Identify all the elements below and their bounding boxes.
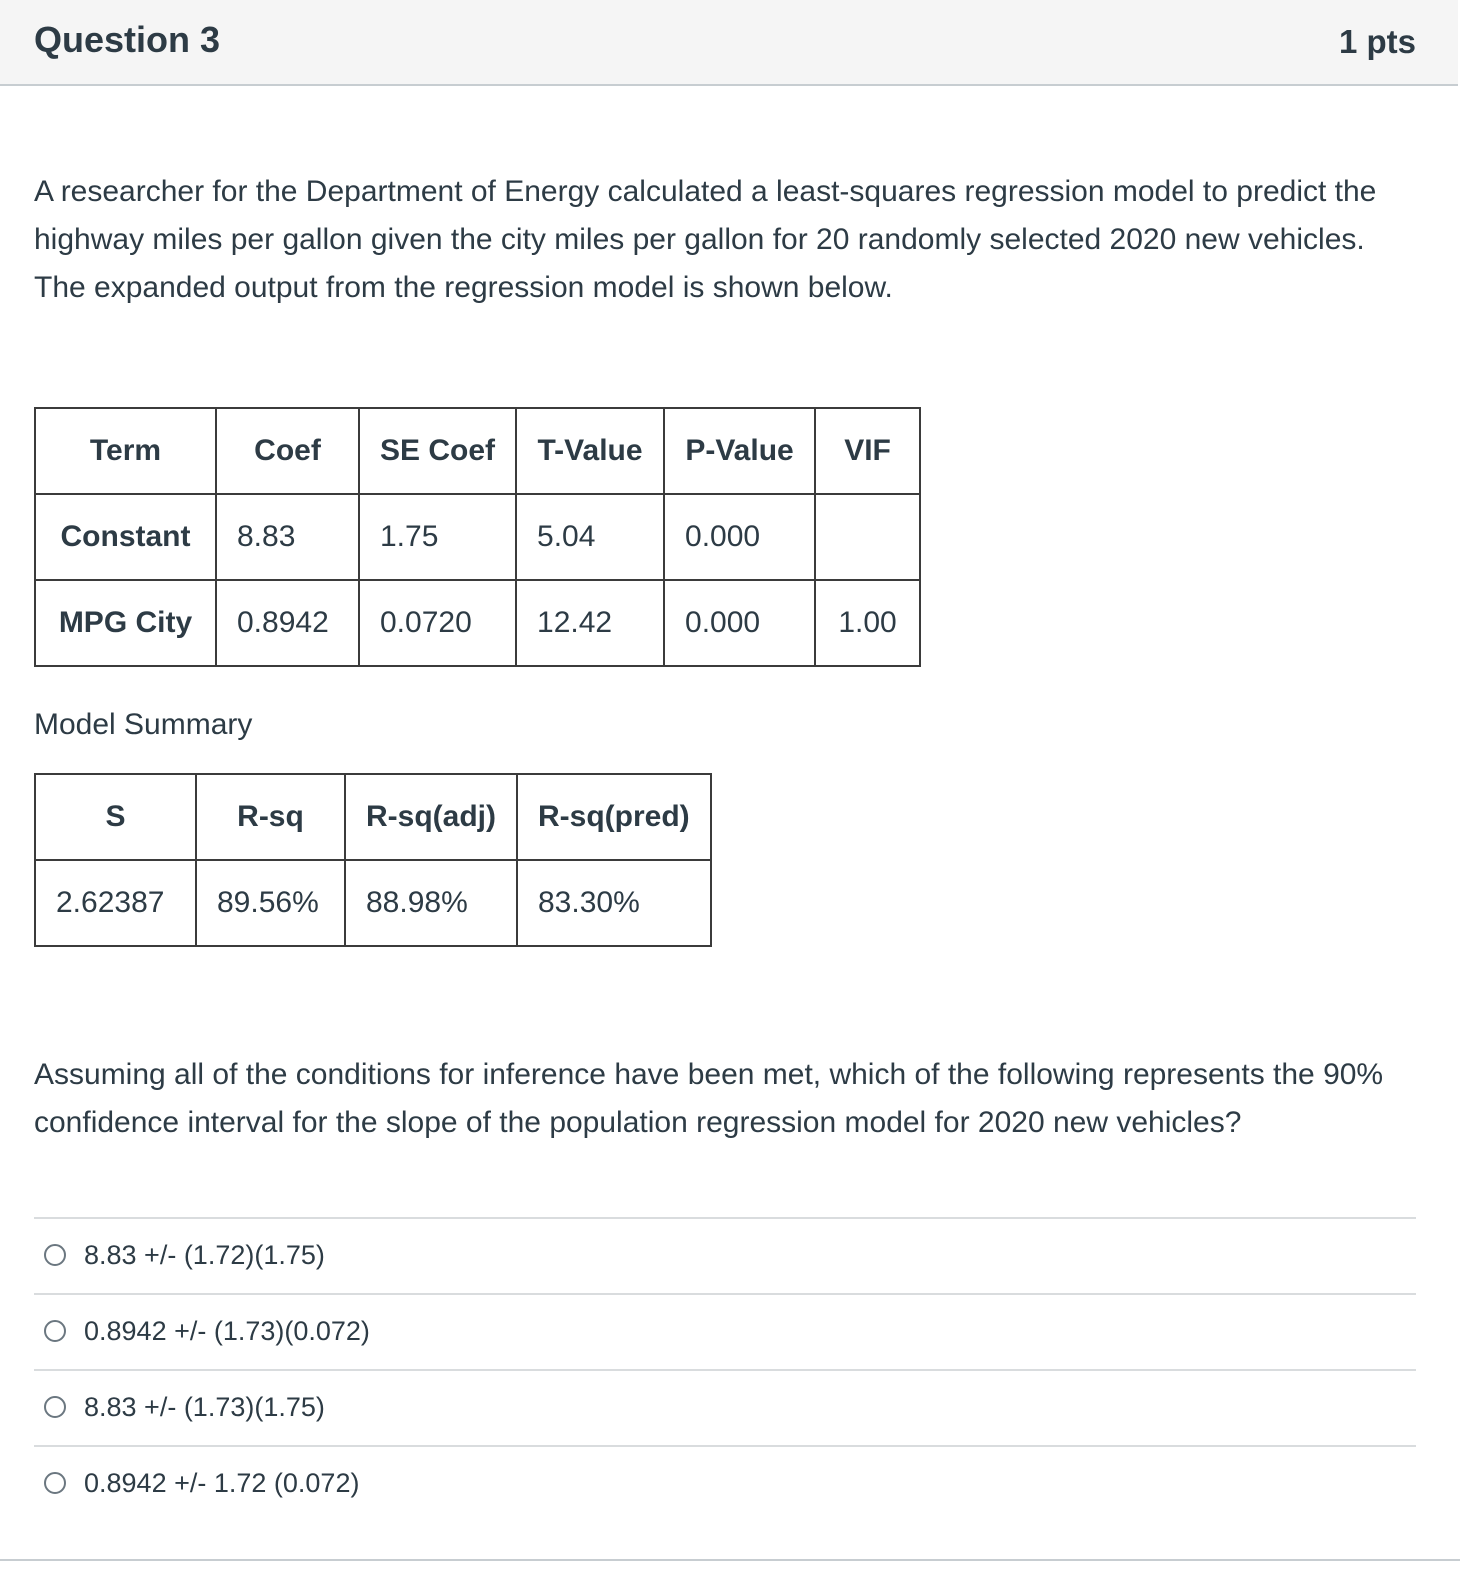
- radio-button[interactable]: [44, 1320, 66, 1342]
- header-t-value: T-Value: [516, 408, 664, 494]
- bottom-divider: [0, 1559, 1460, 1561]
- r-sq-pred-cell: 83.30%: [517, 860, 711, 946]
- se-coef-cell: 1.75: [359, 494, 516, 580]
- answer-label[interactable]: 8.83 +/- (1.72)(1.75): [84, 1240, 325, 1270]
- question-title: Question 3: [34, 19, 221, 60]
- question-header: [0, 0, 1458, 86]
- answer-label[interactable]: 0.8942 +/- 1.72 (0.072): [84, 1468, 360, 1498]
- radio-button[interactable]: [44, 1396, 66, 1418]
- question-points: 1 pts: [1338, 23, 1416, 60]
- header-r-sq-adj: R-sq(adj): [345, 774, 517, 860]
- answer-option-3[interactable]: [34, 1371, 1416, 1447]
- s-cell: 2.62387: [35, 860, 196, 946]
- answer-option-1[interactable]: [34, 1219, 1416, 1295]
- question-prompt: Assuming all of the conditions for inference have been met, which of the following represents the 90% confidence interval for the slope of the population regression model for 2020 new vehicles?: [34, 1058, 1384, 1139]
- term-cell: Constant: [35, 494, 216, 580]
- answer-option-4[interactable]: [34, 1447, 1416, 1521]
- header-s: S: [35, 774, 196, 860]
- r-sq-cell: 89.56%: [196, 860, 345, 946]
- answer-label[interactable]: 0.8942 +/- (1.73)(0.072): [84, 1316, 370, 1346]
- table-row: [35, 494, 920, 580]
- term-cell: MPG City: [35, 580, 216, 666]
- radio-button[interactable]: [44, 1244, 66, 1266]
- header-p-value: P-Value: [664, 408, 815, 494]
- header-vif: VIF: [815, 408, 920, 494]
- vif-cell: 1.00: [815, 580, 920, 666]
- t-value-cell: 12.42: [516, 580, 664, 666]
- r-sq-adj-cell: 88.98%: [345, 860, 517, 946]
- radio-button[interactable]: [44, 1472, 66, 1494]
- question-intro: A researcher for the Department of Energy calculated a least-squares regression model to predict the highway miles per gallon given the city miles per gallon for 20 randomly selected 2020 new vehicles. The expanded output from the regression model is shown below.: [34, 175, 1377, 304]
- model-summary-table: [34, 773, 712, 947]
- header-term: Term: [35, 408, 216, 494]
- p-value-cell: 0.000: [664, 580, 815, 666]
- table-row: [35, 580, 920, 666]
- coef-cell: 0.8942: [216, 580, 359, 666]
- vif-cell: [815, 494, 920, 580]
- table-header-row: [35, 774, 711, 860]
- table-row: [35, 860, 711, 946]
- header-coef: Coef: [216, 408, 359, 494]
- answer-label[interactable]: 8.83 +/- (1.73)(1.75): [84, 1392, 325, 1422]
- header-se-coef: SE Coef: [359, 408, 516, 494]
- answer-option-2[interactable]: [34, 1295, 1416, 1371]
- p-value-cell: 0.000: [664, 494, 815, 580]
- t-value-cell: 5.04: [516, 494, 664, 580]
- answer-list: [34, 1217, 1416, 1521]
- se-coef-cell: 0.0720: [359, 580, 516, 666]
- coefficients-table: [34, 407, 921, 667]
- header-r-sq: R-sq: [196, 774, 345, 860]
- model-summary-label: Model Summary: [34, 708, 253, 741]
- coef-cell: 8.83: [216, 494, 359, 580]
- header-r-sq-pred: R-sq(pred): [517, 774, 711, 860]
- table-header-row: [35, 408, 920, 494]
